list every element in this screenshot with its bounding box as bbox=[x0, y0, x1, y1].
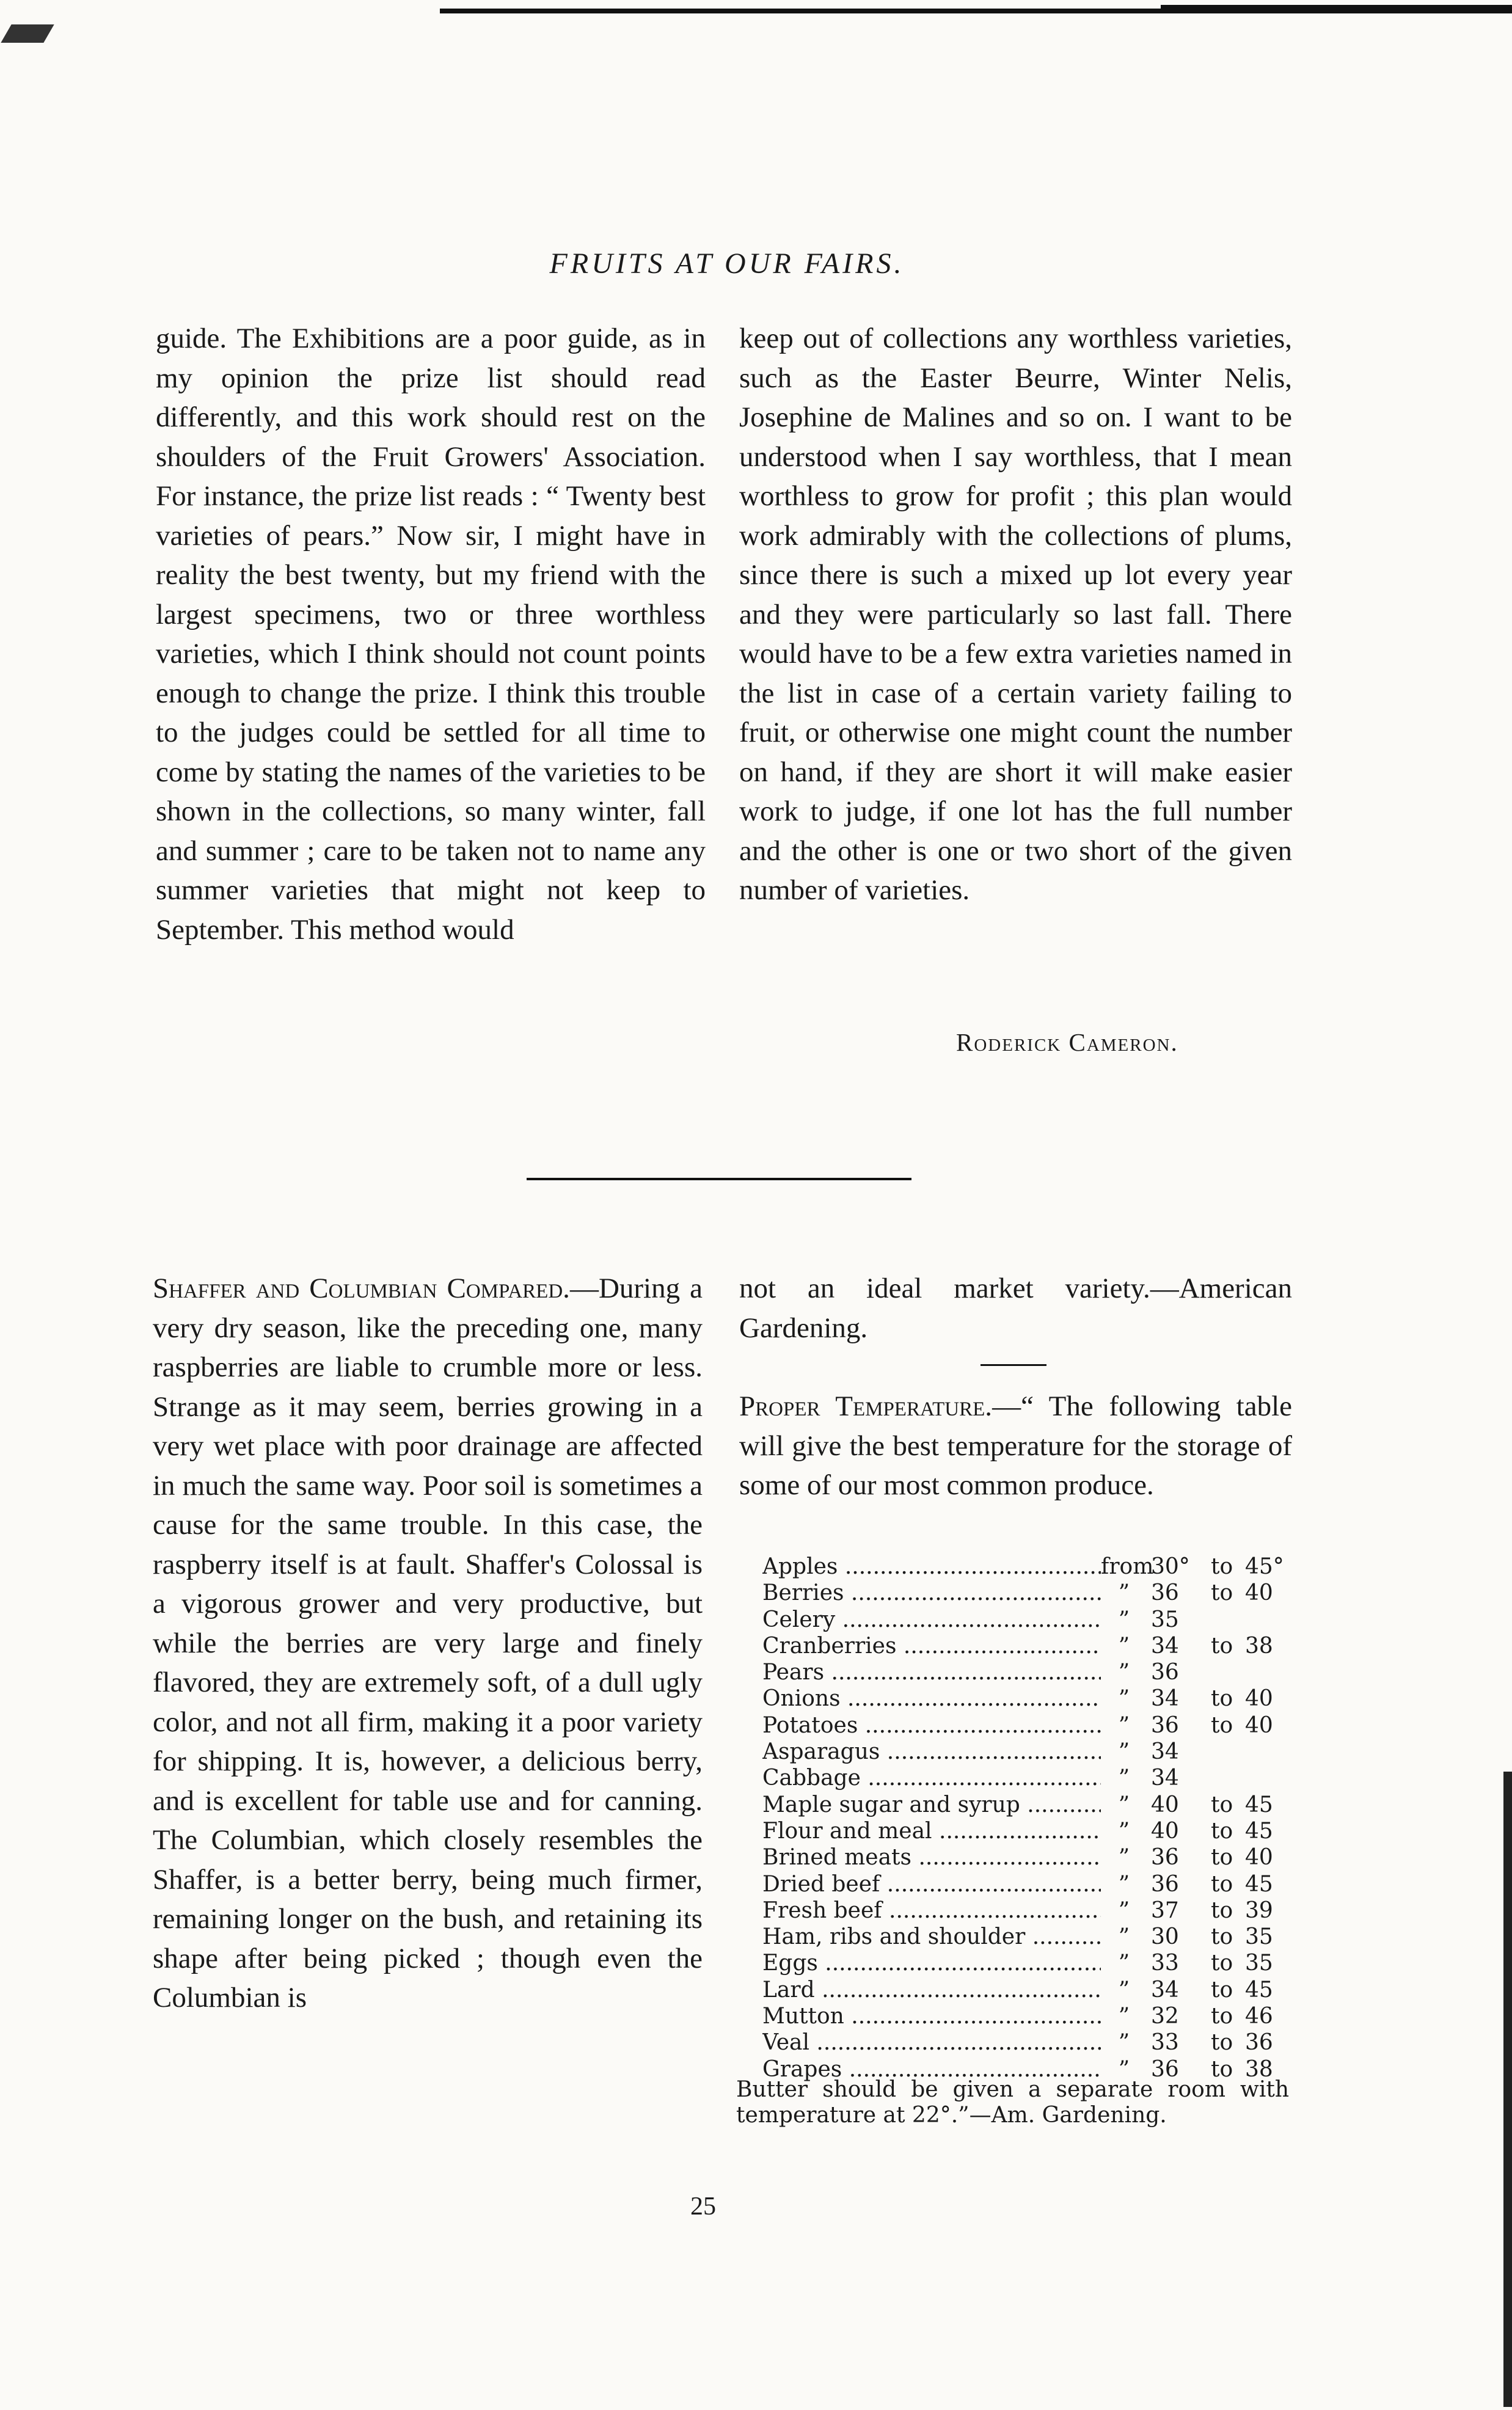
high-temperature: 35 bbox=[1245, 1924, 1273, 1950]
high-temperature: 35 bbox=[1245, 1951, 1273, 1976]
from-marker: ” bbox=[1118, 1686, 1130, 1712]
article-body bbox=[153, 1269, 703, 2018]
low-temperature: 30 bbox=[1151, 1924, 1179, 1950]
high-temperature: 45 bbox=[1245, 1818, 1273, 1844]
item-name: Asparagus ..... bbox=[762, 1739, 1101, 1765]
from-marker: ” bbox=[1118, 2004, 1130, 2029]
to-marker: to bbox=[1211, 2056, 1233, 2082]
low-temperature: 33 bbox=[1151, 1951, 1179, 1976]
item-name: Potatoes ..... bbox=[762, 1712, 1101, 1739]
item-name: Maple sugar and syrup ..... bbox=[762, 1792, 1101, 1818]
item-name: Onions ..... bbox=[762, 1685, 1101, 1712]
table-row bbox=[762, 1871, 1288, 1897]
from-marker: ” bbox=[1118, 1897, 1130, 1923]
high-temperature: 38 bbox=[1245, 1633, 1273, 1659]
high-temperature bbox=[1245, 1739, 1288, 1765]
from-marker: ” bbox=[1118, 1739, 1130, 1765]
article-column-right bbox=[739, 1387, 1292, 1505]
scan-edge-bar bbox=[1503, 1772, 1512, 2407]
table-row bbox=[762, 1739, 1288, 1765]
low-temperature: 36 bbox=[1151, 1660, 1179, 1685]
low-temperature: 34 bbox=[1151, 1686, 1179, 1712]
item-name: Celery ..... bbox=[762, 1607, 1101, 1633]
high-temperature: 39 bbox=[1245, 1897, 1273, 1923]
section-divider bbox=[527, 1178, 911, 1180]
high-temperature: 38 bbox=[1245, 2056, 1273, 2082]
to-marker: to bbox=[1211, 1871, 1233, 1897]
to-marker: to bbox=[1211, 1845, 1233, 1871]
article-column-left bbox=[156, 319, 706, 949]
section-divider bbox=[981, 1364, 1046, 1366]
from-marker: ” bbox=[1118, 1951, 1130, 1976]
from-marker: ” bbox=[1118, 1871, 1130, 1897]
table-row bbox=[762, 1554, 1288, 1580]
to-marker: to bbox=[1211, 1818, 1233, 1844]
item-name: Berries ..... bbox=[762, 1580, 1101, 1606]
low-temperature: 34 bbox=[1151, 1766, 1179, 1791]
low-temperature: 36 bbox=[1151, 1580, 1179, 1606]
low-temperature: 30° bbox=[1151, 1554, 1190, 1579]
table-row bbox=[762, 2029, 1288, 2056]
to-marker: to bbox=[1211, 1792, 1233, 1817]
to-marker: to bbox=[1211, 1686, 1233, 1712]
table-row bbox=[762, 2003, 1288, 2029]
from-marker: ” bbox=[1118, 1607, 1130, 1632]
low-temperature: 36 bbox=[1151, 1712, 1179, 1738]
high-temperature bbox=[1245, 1765, 1288, 1791]
item-name: Mutton ..... bbox=[762, 2003, 1101, 2029]
item-name: Grapes ..... bbox=[762, 2056, 1101, 2083]
high-temperature bbox=[1245, 1659, 1288, 1685]
low-temperature: 36 bbox=[1151, 2056, 1179, 2082]
scan-artifact bbox=[1, 24, 54, 43]
from-marker: ” bbox=[1118, 1766, 1130, 1791]
from-marker: ” bbox=[1118, 1792, 1130, 1817]
to-marker: to bbox=[1211, 2030, 1233, 2056]
article-body bbox=[739, 1387, 1292, 1505]
high-temperature: 45 bbox=[1245, 1792, 1273, 1817]
to-marker: to bbox=[1211, 1977, 1233, 2003]
item-name: Flour and meal ..... bbox=[762, 1818, 1101, 1844]
article-column-right bbox=[739, 1269, 1292, 1348]
item-name: Cabbage ..... bbox=[762, 1765, 1101, 1791]
high-temperature: 40 bbox=[1245, 1686, 1273, 1712]
table-row bbox=[762, 1977, 1288, 2003]
from-marker: ” bbox=[1118, 1818, 1130, 1844]
table-row bbox=[762, 1712, 1288, 1739]
item-name: Lard ..... bbox=[762, 1977, 1101, 2003]
table-note: Butter should be given a separate room with temperature at 22°.”—Am. Gardening. bbox=[736, 2077, 1289, 2128]
article-heading: Shaffer and Columbian Compared. bbox=[153, 1273, 570, 1304]
to-marker: to bbox=[1211, 1580, 1233, 1606]
item-name: Pears ..... bbox=[762, 1659, 1101, 1685]
from-marker: ” bbox=[1118, 1924, 1130, 1950]
high-temperature: 40 bbox=[1245, 1712, 1273, 1738]
item-name: Dried beef ..... bbox=[762, 1871, 1101, 1897]
low-temperature: 40 bbox=[1151, 1818, 1179, 1844]
item-name: Brined meats ..... bbox=[762, 1844, 1101, 1871]
low-temperature: 35 bbox=[1151, 1607, 1179, 1632]
high-temperature: 45° bbox=[1245, 1554, 1284, 1579]
low-temperature: 36 bbox=[1151, 1845, 1179, 1871]
article-text: —During a very dry season, like the preceding one, many raspberries are liable to crumble more or less. Strange as it may seem, berries growing in a very wet place with poor drainage are affected in much the same way. Poor soil is sometimes a cause for the same trouble. In this case, the raspberry itself is at fault. Shaffer's Colossal is a vigorous grower and very productive, but while the berries are very large and finely flavored, they are extremely soft, of a dull ugly color, and not all firm, making it a poor variety for shipping. It is, however, a delicious berry, and is excellent for table use and for canning. The Columbian, which closely resembles the Shaffer, is a better berry, being much firmer, remaining longer on the bush, and retaining its shape after being picked ; though even the Columbian is bbox=[153, 1273, 703, 2014]
article-text: guide. The Exhibitions are a poor guide, as in my opinion the prize list should read differently, and this work should rest on the shoulders of the Fruit Growers' Association. For instance, the prize list reads : “ Twenty best varieties of pears.” Now sir, I might have in reality the best twenty, but my friend with the largest specimens, two or three worthless varieties, which I think should not count points enough to change the prize. I think this trouble to the judges could be settled for all time to come by stating the names of the varieties to be shown in the collections, so many winter, fall and summer ; care to be taken not to name any summer varieties that might not keep to September. This method would bbox=[156, 323, 706, 946]
scan-edge-line bbox=[1161, 5, 1512, 10]
high-temperature: 46 bbox=[1245, 2004, 1273, 2029]
low-temperature: 33 bbox=[1151, 2030, 1179, 2056]
table-row bbox=[762, 1897, 1288, 1924]
low-temperature: 32 bbox=[1151, 2004, 1179, 2029]
to-marker bbox=[1211, 1659, 1245, 1685]
to-marker bbox=[1211, 1739, 1245, 1765]
table-row bbox=[762, 1844, 1288, 1871]
article-column-left bbox=[153, 1269, 703, 2018]
table-row bbox=[762, 1607, 1288, 1633]
item-name: Eggs ..... bbox=[762, 1950, 1101, 1976]
low-temperature: 36 bbox=[1151, 1871, 1179, 1897]
article-text: —“ The following table will give the best temperature for the storage of some of our most common produce. bbox=[739, 1390, 1293, 1501]
item-name: Fresh beef ..... bbox=[762, 1897, 1101, 1924]
to-marker bbox=[1211, 1765, 1245, 1791]
from-marker: ” bbox=[1118, 1845, 1130, 1871]
to-marker: to bbox=[1211, 1554, 1233, 1579]
item-name: Apples ..... bbox=[762, 1554, 1101, 1580]
table-row bbox=[762, 1818, 1288, 1844]
high-temperature: 40 bbox=[1245, 1580, 1273, 1606]
article-column-right bbox=[739, 319, 1292, 910]
high-temperature: 45 bbox=[1245, 1871, 1273, 1897]
temperature-table bbox=[762, 1554, 1288, 2083]
page-number: 25 bbox=[690, 2193, 716, 2221]
author-signature: Roderick Cameron. bbox=[956, 1028, 1178, 1056]
to-marker: to bbox=[1211, 1897, 1233, 1923]
from-marker: ” bbox=[1118, 2056, 1130, 2082]
to-marker: to bbox=[1211, 1924, 1233, 1950]
table-row bbox=[762, 1792, 1288, 1818]
from-marker: ” bbox=[1118, 1660, 1130, 1685]
table-row bbox=[762, 1685, 1288, 1712]
table-row bbox=[762, 1633, 1288, 1659]
low-temperature: 34 bbox=[1151, 1633, 1179, 1659]
to-marker bbox=[1211, 1607, 1245, 1633]
item-name: Cranberries ..... bbox=[762, 1633, 1101, 1659]
high-temperature: 45 bbox=[1245, 1977, 1273, 2003]
low-temperature: 37 bbox=[1151, 1897, 1179, 1923]
page-title: FRUITS AT OUR FAIRS. bbox=[549, 247, 905, 280]
from-marker: ” bbox=[1118, 1977, 1130, 2003]
to-marker: to bbox=[1211, 1633, 1233, 1659]
high-temperature: 40 bbox=[1245, 1845, 1273, 1871]
from-marker: ” bbox=[1118, 1580, 1130, 1606]
low-temperature: 34 bbox=[1151, 1977, 1179, 2003]
low-temperature: 34 bbox=[1151, 1739, 1179, 1765]
table-row bbox=[762, 1924, 1288, 1950]
from-marker: ” bbox=[1118, 1712, 1130, 1738]
table-row bbox=[762, 1659, 1288, 1685]
from-marker: ” bbox=[1118, 1633, 1130, 1659]
article-heading: Proper Temperature. bbox=[739, 1390, 993, 1422]
table-row bbox=[762, 1950, 1288, 1976]
article-text: keep out of collections any worthless varieties, such as the Easter Beurre, Winter Nelis, Josephine de Malines and so on. I want to be understood when I say worthless, that I mean worthless to grow for profit ; this plan would work admirably with the collections of plums, since there is such a mixed up lot every year and they were particularly so last fall. There would have to be a few extra varieties named in the list in case of a certain variety failing to fruit, or otherwise one might count the number on hand, if they are short it will make easier work to judge, if one lot has the full number and the other is one or two short of the given number of varieties. bbox=[739, 323, 1292, 906]
table-row bbox=[762, 1580, 1288, 1606]
item-name: Veal ..... bbox=[762, 2029, 1101, 2056]
to-marker: to bbox=[1211, 1712, 1233, 1738]
to-marker: to bbox=[1211, 2004, 1233, 2029]
high-temperature bbox=[1245, 1607, 1288, 1633]
to-marker: to bbox=[1211, 1951, 1233, 1976]
low-temperature: 40 bbox=[1151, 1792, 1179, 1817]
table-row bbox=[762, 1765, 1288, 1791]
item-name: Ham, ribs and shoulder ..... bbox=[762, 1924, 1101, 1950]
high-temperature: 36 bbox=[1245, 2030, 1273, 2056]
from-marker: ” bbox=[1118, 2030, 1130, 2056]
from-marker: from bbox=[1101, 1554, 1154, 1579]
article-text: not an ideal market variety.—American Gardening. bbox=[739, 1273, 1292, 1344]
